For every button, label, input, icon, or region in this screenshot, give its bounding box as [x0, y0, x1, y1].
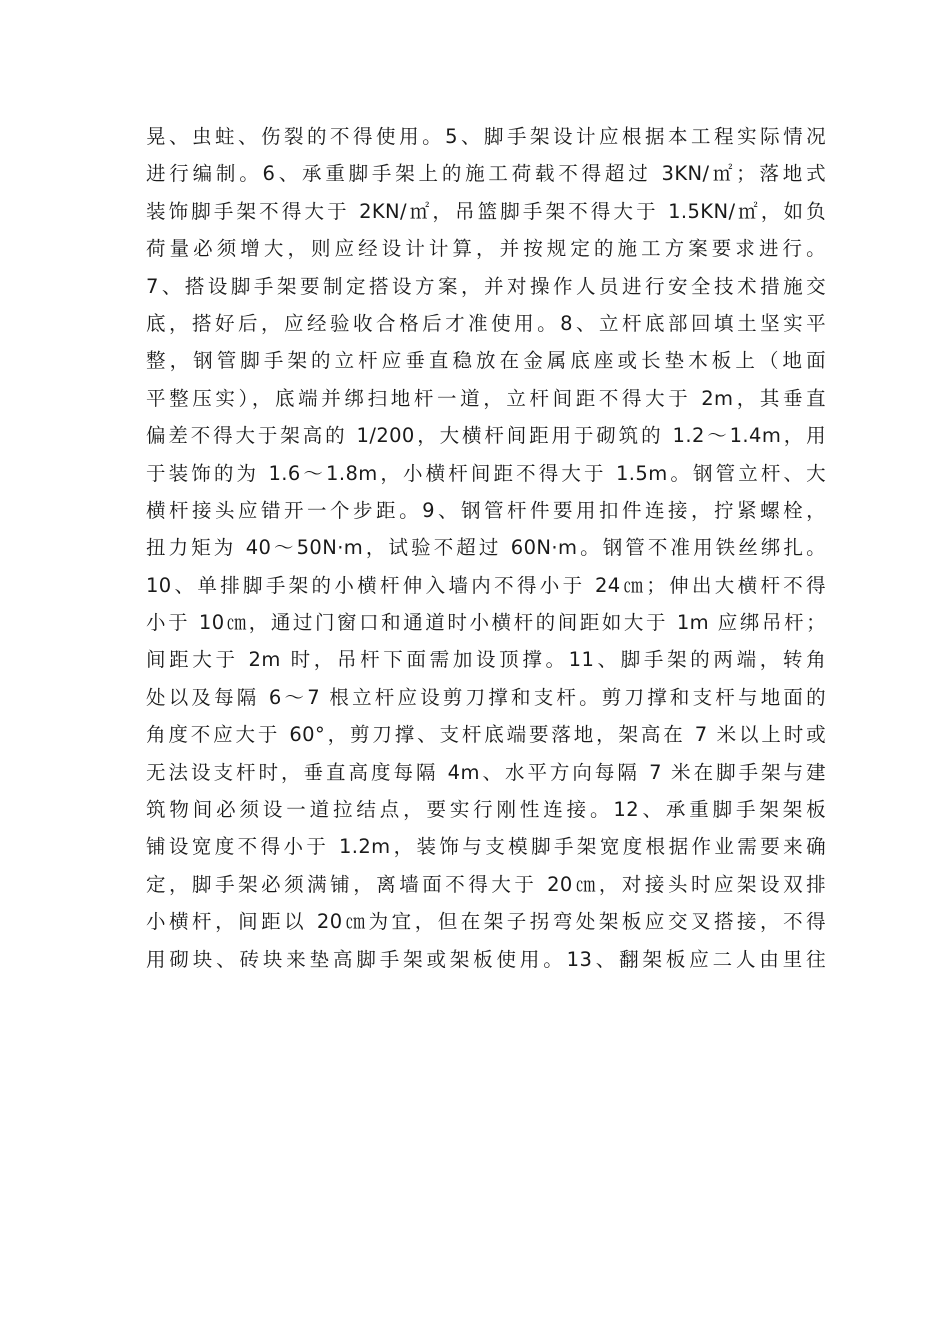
text-line: 定，脚手架必须满铺，离墙面不得大于 20㎝，对接头时应架设双排 [146, 872, 826, 896]
text-line: 底，搭好后，应经验收合格后才准使用。8、立杆底部回填土坚实平 [146, 311, 826, 335]
text-line: 晃、虫蛀、伤裂的不得使用。5、脚手架设计应根据本工程实际情况 [146, 125, 826, 148]
text-line: 7、搭设脚手架要制定搭设方案，并对操作人员进行安全技术措施交 [146, 274, 826, 298]
text-line: 偏差不得大于架高的 1/200，大横杆间距用于砌筑的 1.2～1.4m，用 [146, 424, 826, 448]
text-line: 间距大于 2m 时，吊杆下面需加设顶撑。11、脚手架的两端，转角 [146, 648, 826, 672]
body-text [146, 118, 826, 978]
text-line: 10、单排脚手架的小横杆伸入墙内不得小于 24㎝；伸出大横杆不得 [146, 573, 826, 597]
text-line: 角度不应大于 60°，剪刀撑、支杆底端要落地，架高在 7 米以上时或 [146, 723, 826, 747]
text-line: 处以及每隔 6～7 根立杆应设剪刀撑和支杆。剪刀撑和支杆与地面的 [146, 685, 826, 709]
text-line: 横杆接头应错开一个步距。9、钢管杆件要用扣件连接，拧紧螺栓， [146, 498, 826, 522]
text-line: 小横杆，间距以 20㎝为宜，但在架子拐弯处架板应交叉搭接，不得 [146, 910, 826, 934]
text-line: 无法设支杆时，垂直高度每隔 4m、水平方向每隔 7 米在脚手架与建 [146, 760, 826, 784]
text-line: 筑物间必须设一道拉结点，要实行刚性连接。12、承重脚手架架板 [146, 798, 826, 822]
text-line: 进行编制。6、承重脚手架上的施工荷载不得超过 3KN/㎡；落地式 [146, 162, 826, 186]
text-line: 于装饰的为 1.6～1.8m，小横杆间距不得大于 1.5m。钢管立杆、大 [146, 461, 826, 485]
text-line: 用砌块、砖块来垫高脚手架或架板使用。13、翻架板应二人由里往 [146, 947, 826, 971]
text-line: 整，钢管脚手架的立杆应垂直稳放在金属底座或长垫木板上（地面 [146, 349, 826, 373]
text-line: 装饰脚手架不得大于 2KN/㎡，吊篮脚手架不得大于 1.5KN/㎡，如负 [146, 199, 826, 223]
text-line: 铺设宽度不得小于 1.2m，装饰与支模脚手架宽度根据作业需要来确 [146, 835, 826, 859]
text-line: 小于 10㎝，通过门窗口和通道时小横杆的间距如大于 1m 应绑吊杆； [146, 611, 826, 635]
text-line: 荷量必须增大，则应经设计计算，并按规定的施工方案要求进行。 [146, 237, 826, 261]
text-line: 扭力矩为 40～50N·m，试验不超过 60N·m。钢管不准用铁丝绑扎。 [146, 536, 826, 560]
text-line: 平整压实），底端并绑扫地杆一道，立杆间距不得大于 2m，其垂直 [146, 386, 826, 410]
